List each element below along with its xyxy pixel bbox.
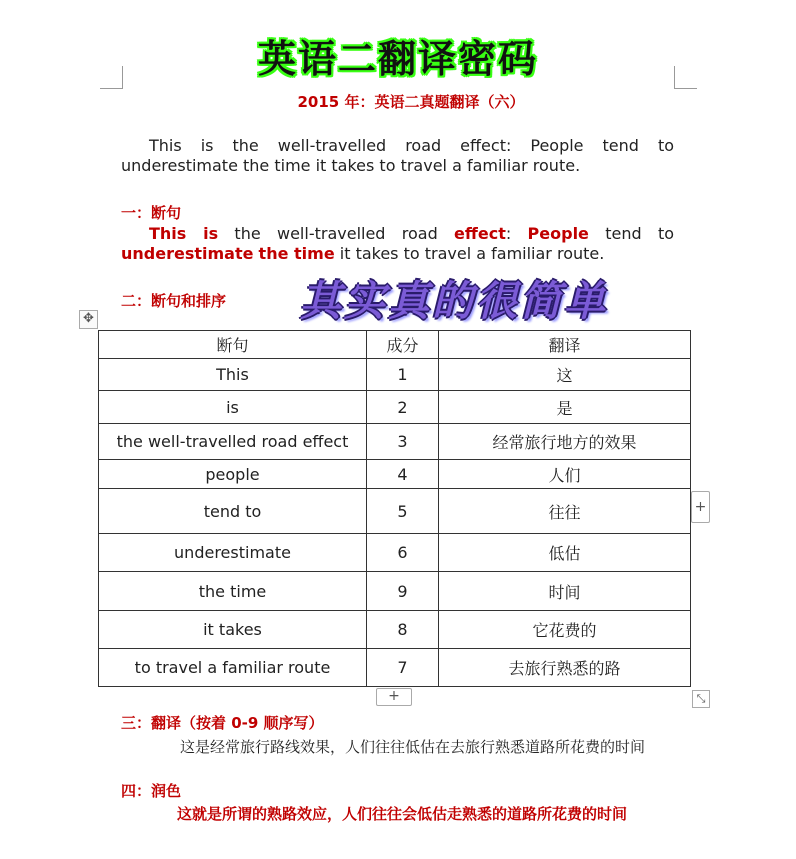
table-cell: people	[99, 460, 367, 489]
table-cell: 是	[439, 391, 691, 424]
resize-icon[interactable]: ⤡	[692, 690, 710, 708]
split-colon: :	[505, 224, 528, 243]
table-cell: tend to	[99, 489, 367, 534]
original-sentence	[121, 136, 674, 176]
table-cell: 人们	[439, 460, 691, 489]
add-column-button[interactable]	[691, 491, 710, 523]
subtitle: 2015 年：英语二真题翻译（六）	[297, 93, 525, 111]
table-cell: 6	[367, 534, 439, 572]
section-heading-2: 二：断句和排序	[121, 292, 227, 310]
table-cell: the well-travelled road effect	[99, 424, 367, 460]
table-cell: 7	[367, 649, 439, 687]
section-heading-3: 三：翻译（按着 0-9 顺序写）	[121, 714, 324, 732]
table-cell: the time	[99, 572, 367, 611]
split-the-time: the time	[258, 244, 335, 263]
plus-icon: +	[694, 499, 707, 515]
table-cell: This	[99, 359, 367, 391]
table-row	[99, 424, 691, 460]
original-sentence-text: This is the well-travelled road effect: People tend to underestimate the time it takes to travel a familiar route.	[121, 136, 674, 175]
table-row	[99, 460, 691, 489]
table-header: 成分	[367, 331, 439, 359]
table-cell: it takes	[99, 611, 367, 649]
table-cell: 3	[367, 424, 439, 460]
table-cell: 它花费的	[439, 611, 691, 649]
table-row	[99, 534, 691, 572]
table-cell: 2	[367, 391, 439, 424]
table-row	[99, 391, 691, 424]
polished-translation: 这就是所谓的熟路效应，人们往往会低估走熟悉的道路所花费的时间	[177, 805, 628, 823]
table-cell: 这	[439, 359, 691, 391]
table-cell: 9	[367, 572, 439, 611]
split-text-1: the well-travelled road	[218, 224, 455, 243]
split-this-is: This is	[149, 224, 219, 243]
table-row	[99, 572, 691, 611]
table-row	[99, 611, 691, 649]
split-text-3: it takes to travel a familiar route.	[334, 244, 605, 263]
table-cell: 1	[367, 359, 439, 391]
translation-text: 这是经常旅行路线效果，人们往往低估在去旅行熟悉道路所花费的时间	[180, 738, 646, 756]
section-heading-4: 四：润色	[121, 782, 182, 800]
table-cell: is	[99, 391, 367, 424]
section-heading-1: 一：断句	[121, 204, 182, 222]
table-header: 断句	[99, 331, 367, 359]
table-header-row	[99, 331, 691, 359]
table-cell: 经常旅行地方的效果	[439, 424, 691, 460]
page-corner-mark-left	[100, 66, 123, 89]
table-cell: 5	[367, 489, 439, 534]
table-cell: 低估	[439, 534, 691, 572]
split-underestimate: underestimate	[121, 244, 254, 263]
table-cell: 时间	[439, 572, 691, 611]
table-header: 翻译	[439, 331, 691, 359]
table-cell: 4	[367, 460, 439, 489]
table-cell: to travel a familiar route	[99, 649, 367, 687]
banner-title: 英语二翻译密码	[257, 37, 538, 81]
table-cell: underestimate	[99, 534, 367, 572]
add-row-button[interactable]	[376, 688, 412, 706]
split-sentence	[121, 224, 674, 264]
move-icon[interactable]: ✥	[79, 310, 98, 329]
split-people: People	[527, 224, 589, 243]
table-cell: 8	[367, 611, 439, 649]
split-effect: effect	[454, 224, 506, 243]
analysis-table	[98, 330, 691, 687]
table-cell: 去旅行熟悉的路	[439, 649, 691, 687]
overlay-slogan: 其实真的很简单	[300, 277, 608, 325]
table-row	[99, 649, 691, 687]
split-text-2: tend to	[588, 224, 674, 243]
plus-icon: +	[388, 688, 400, 704]
table-row	[99, 489, 691, 534]
table-cell: 往往	[439, 489, 691, 534]
page-corner-mark-right	[674, 66, 697, 89]
table-row	[99, 359, 691, 391]
